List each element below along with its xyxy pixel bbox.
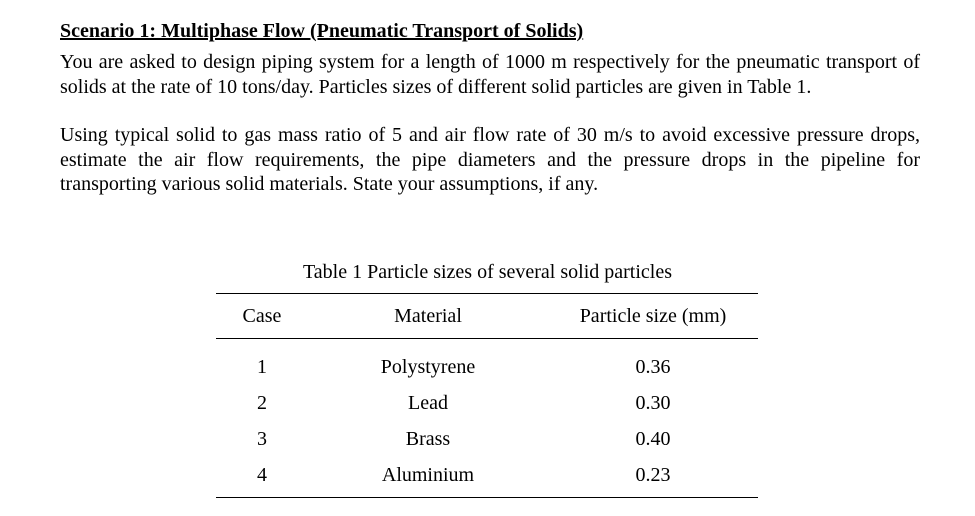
paragraph-estimation-task: Using typical solid to gas mass ratio of 5 and air flow rate of 30 m/s to avoid excessive pressure drops, estimate the air flow requirements, the pipe diameters and the pressure drops in the pipeline for transporting various solid materials. State your assumptions, if any.: [60, 124, 920, 195]
table-row: [216, 339, 758, 386]
table-row: [216, 421, 758, 457]
cell-case: 1: [257, 355, 267, 378]
table-row: [216, 385, 758, 421]
cell-case: 4: [216, 457, 308, 498]
cell-material: Aluminium: [308, 457, 548, 498]
particle-size-table: [216, 293, 758, 498]
cell-material: Polystyrene: [380, 355, 476, 378]
cell-particle-size: 0.40: [635, 427, 671, 450]
cell-case: 3: [257, 427, 267, 450]
document-page: [60, 18, 920, 486]
cell-particle-size: 0.23: [548, 457, 758, 498]
cell-material: Brass: [405, 427, 451, 450]
table-row: [216, 457, 758, 498]
cell-case: 2: [257, 391, 267, 414]
scenario-heading: Scenario 1: Multiphase Flow (Pneumatic Transport of Solids): [60, 20, 584, 42]
paragraph-design-task: You are asked to design piping system for a length of 1000 m respectively for the pneumatic transport of solids at the rate of 10 tons/day. Particles sizes of different solid particles are given in Table 1.: [60, 51, 920, 98]
header-particle-size: Particle size (mm): [548, 294, 758, 339]
header-case: Case: [216, 294, 308, 339]
table-header-row: [216, 294, 758, 339]
table-caption: Table 1 Particle sizes of several solid particles: [302, 261, 673, 283]
cell-particle-size: 0.36: [635, 355, 671, 378]
cell-material: Lead: [408, 391, 448, 414]
header-material: Material: [308, 294, 548, 339]
cell-particle-size: 0.30: [635, 391, 671, 414]
